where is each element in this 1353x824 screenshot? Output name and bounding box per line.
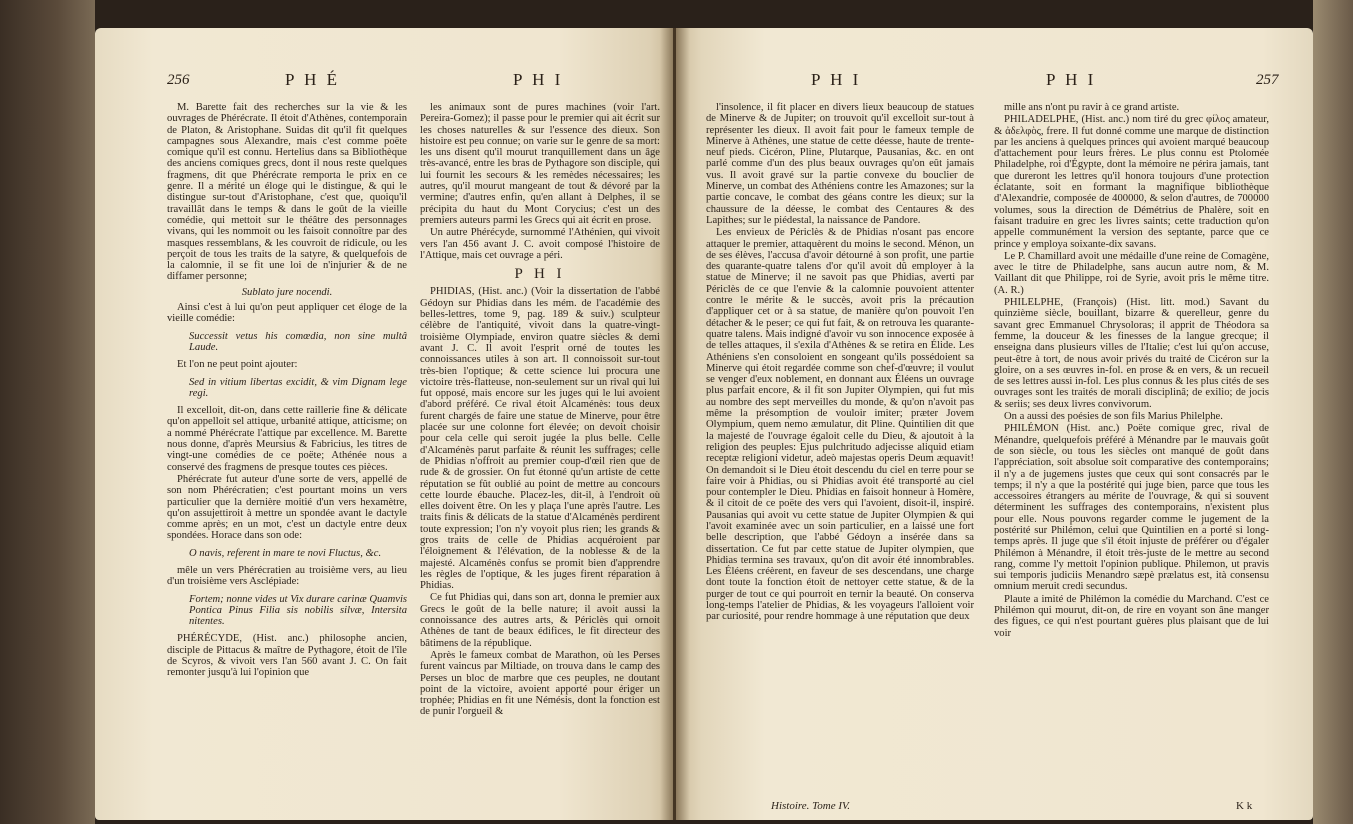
paragraph-chamillard: Le P. Chamillard avoit une médaille d'une reine de Comagène, avec le titre de Philadelphe, sans aucun autre nom, & M. Vaillant dit que Philippe, roi de Syrie, avoit pris le même titre. (A. R.) [994,250,1269,296]
paragraph-phidias: PHIDIAS, (Hist. anc.) (Voir la dissertation de l'abbé Gédoyn sur Phidias dans les mém. de l'académie des belles-lettres, tome 9, pag. 189 & suiv.) sculpteur célèbre de l'antiquité, vivoit dans la quatre-vingt-troisième Olympiade, environ quatre siècles & demi avant J. C. Il avoit l'esprit orné de toutes les connoissances utiles à son art. Il connoissoit sur-tout très-bien l'optique; & cette science lui procura une victoire très-flatteuse, non-seulement sur un rival qui lui fut opposé, mais encore sur les juges qui le lui avoient d'abord préféré. Ce rival étoit Alcaménès: tous deux furent chargés de faire une statue de Minerve, pour être placée sur une colonne fort élevée; on devoit choisir pour cela celle qui seroit jugée la plus belle. Celle d'Alcaménès parut parfaite & réunit les suffrages; celle de Phidias n'offroit au premier coup-d'œil rien que de rude & de grossier. On fut étonné qu'un artiste de cette réputation se fût oublié au point de mettre au concours cette lourde ébauche. Placez-les, dit-il, à l'endroit où elles doivent être. On les y plaça l'une après l'autre. Les traits finis & délicats de la statue d'Alcaménès perdirent toute expression; l'on n'y voyoit plus rien; les grands & gros traits de celle de Phidias acquéroient par l'éloignement & l'élévation, de la noblesse & de la majesté. Alcaménès confus se promit bien d'apprendre les règles de l'optique, & les juges firent réparation à Phidias. [420,286,660,592]
right-page-number: 257 [1256,72,1279,88]
paragraph-pherecyde: PHÉRÉCYDE, (Hist. anc.) philosophe ancien, disciple de Pittacus & maître de Pythagore, étoit de l'île de Scyros, & vivoit vers l'an 560 avant J. C. On fait remonter jusqu'à lui l'opinion que [167,633,407,679]
right-running-head-2: P H I [1046,70,1097,89]
left-running-head-1: P H É [285,70,340,89]
paragraph-philelphe: PHILELPHE, (François) (Hist. litt. mod.) Savant du quinzième siècle, bouillant, bizarre & querelleur, genre du savant grec Emmanuel Chrysoloras; il apprit de Théodora sa femme, la douceur & les finesses de la langue grecque; il enseigna dans plusieurs villes de l'Italie; c'est lui qu'on accuse, peut-être à tort, de nous avoir privés du traité de Cicéron sur la gloire, on a ses œuvres in-fol. en prose & en vers, & un recueil de ses lettres aussi in-fol. Les plus connus & les plus cités de ses ouvrages sont les traités de morali disciplinâ; de exilio; de jocis & seriis; ses deux livres convivorum. [994,297,1269,410]
paragraph-plaute: Plaute a imité de Philémon la comédie du Marchand. C'est ce Philémon qui mourut, dit-on, de rire en voyant son âne manger des figues, ce qui n'est pourtant guères plus plaisant que de lui voir [994,593,1269,639]
right-page [676,28,1313,820]
latin-quote-1: Sublato jure nocendi. [241,286,333,298]
paragraph-philadelphe: PHILADELPHE, (Hist. anc.) nom tiré du grec φίλος amateur, & ἀδελφὸς, frere. Il fut donné comme une marque de distinction par les anciens à quelques princes qui avoient marqué beaucoup d'attachement pour leurs frères. Le plus connu est Ptolomée Philadelphe, roi d'Égypte, dont la mémoire ne périra jamais, tant que dureront les lettres qu'il honora toujours d'une protection éclatante, soit en formant la magnifique bibliothèque d'Alexandrie, composée de 400000, & selon d'autres, de 700000 volumes, sous la direction de Démétrius de Phalère, soit en faisant traduire en grec les livres saints; cette traduction qu'on appelle communément la version des septante, parce que ce prince y employa soixante-dix savans. [994,114,1269,250]
book-gutter [660,28,690,820]
footer-catchword: K k [1236,800,1253,812]
footer-signature: Histoire. Tome IV. [771,800,851,812]
paragraph-eloge: Ainsi c'est à lui qu'on peut appliquer cet éloge de la vieille comédie: [167,302,407,325]
paragraph-phidias-gout: Ce fut Phidias qui, dans son art, donna le premier aux Grecs le goût de la belle nature; il avoit aussi la connoissance des autres arts, & Périclès qui ornoit Athènes de tant de beaux édifices, le fit directeur des bâtimens de la république. [420,592,660,649]
paragraph-marius-philelphe: On a aussi des poésies de son fils Marius Philelphe. [1004,411,1223,423]
paragraph-machines: les animaux sont de pures machines (voir l'art. Pereira-Gomez); il passe pour le premier qui ait écrit sur les choses naturelles & sur l'essence des dieux. Son histoire est peu connue; on varie sur le genre de sa mort: les uns disent qu'il mourut tranquillement dans un âge très-avancé, entre les bras de Pythagore son disciple, qui lui fournit les secours & les remèdes nécessaires; les autres, qu'il mourut mangeant de tout & dévoré par la vermine; d'autres enfin, qu'en allant à Delphes, il se précipita du haut du Mont Corycius; c'est un des premiers auteurs parmi les Grecs qui ait écrit en prose. [420,102,660,226]
paragraph-ajouter: Et l'on ne peut point ajouter: [177,359,298,371]
paragraph-vers-pherecratien: Phérécrate fut auteur d'une sorte de vers, appellé de son nom Phérécratien; c'est pourtant moins un vers particulier que la dernière moitié d'un vers hexamètre, qu'on assujettiroit à mettre un spondée avant le dactyle comme après; en un mot, c'est un dactyle entre deux spondées. Horace dans son ode: [167,473,407,542]
right-column-2 [994,102,1269,640]
paragraph-pherecyde-athenien: Un autre Phérécyde, surnommé l'Athénien, qui vivoit vers l'an 456 avant J. C. avoit composé l'histoire de l'Attique, mais cet ouvrage a péri. [420,227,660,261]
scan-background-left [0,0,95,824]
paragraph-artiste: mille ans n'ont pu ravir à ce grand artiste. [1004,102,1180,113]
right-column-1 [706,102,974,624]
section-heading-phi: P H I [514,266,566,283]
left-running-head-2: P H I [513,70,564,89]
left-page-number: 256 [167,72,190,88]
scan-background-right [1313,0,1353,824]
paragraph-atticisme: Il excelloit, dit-on, dans cette raillerie fine & délicate qu'on appelloit sel attique, urbanité attique, atticisme; on a nommé Phérécrate l'attique par excellence. M. Barette nous donne, d'après Meursius & Fabricius, les titres de vingt-une comédies de ce poëte; Athénée nous a conservé des fragmens de presque toutes ces pièces. [167,405,407,473]
paragraph-asclepiade: mêle un vers Phérécratien au troisième vers, au lieu d'un troisième vers Asclépiade: [167,564,407,588]
left-page [95,28,673,820]
latin-quote-3: Sed in vitium libertas excidit, & vim Dignam lege regi. [189,376,407,399]
left-column-1 [167,102,407,680]
left-column-2 [420,102,660,719]
latin-quote-2: Successit vetus his comœdia, non sine multâ Laude. [189,330,407,353]
right-running-head-1: P H I [811,70,862,89]
paragraph-envieux: Les envieux de Périclès & de Phidias n'osant pas encore attaquer le premier, attaquèrent du moins le second. Ménon, un de ses élèves, l'accusa d'avoir détourné à son profit, une partie des quarante-quatre talens d'or qu'il avoit dû employer à la statue de Minerve; il ne savoit pas que Phidias, averti par Périclès de ce que l'envie & la calomnie pouvoient attenter contre le mérite & le succès, avoit pris la précaution d'appliquer cet or à sa statue, de manière qu'on pouvoit l'en détacher & le peser; ce qui fut fait, & on retrouva les quarante-quatre talens. Mais indigné d'avoir vu son innocence exposée à de telles attaques, il s'exila d'Athènes & se retira en Élide. Les Athéniens s'en consoloient en songeant qu'ils possédoient sa Minerve qui étoit regardée comme son chef-d'œuvre; il voulut se venger d'eux noblement, en donnant aux Éléens un ouvrage plus parfait encore, & il fit son Jupiter Olympien, qui fut mis au nombre des sept merveilles du monde, & qu'on n'avoit pas même la présomption de vouloir imiter; præter Jovem Olympium, quem nemo æmulatur, dit Pline. Quintilien dit que la majesté de l'ouvrage égaloit celle du Dieu, & ajoutoit à la religion des peuples: Ejus pulchritudo adjecisse aliquid etiam receptæ religioni videtur, adeò majestas operis Deum æquavit! On demandoit si le Dieu étoit descendu du ciel en terre pour se faire voir à Phidias, ou si Phidias avoit été transporté au ciel pour contempler le Dieu. Phidias en faisoit honneur à Homère, & il citoit de ce poëte des vers qui l'avoient, disoit-il, inspiré. Pausanias qui avoit vu cette statue de Jupiter Olympien & qui l'avoit examinée avec un soin particulier, en a laissé une fort belle description, que l'abbé Gédoyn a insérée dans sa dissertation. Ce fut par cette statue de Jupiter olympien, que Phidias termina ses travaux, qu'on dit avoir été innombrables. Les Éléens créèrent, en faveur de ses descendans, une charge dont toute la fonction étoit de nettoyer cette statue, & de la purger de tout ce qui pourroit en ternir la beauté. On conserva long-temps l'atelier de Phidias, & les voyageurs l'alloient voir par curiosité, pour rendre hommage à une réputation que deux [706,227,974,623]
paragraph-pherecrate: M. Barette fait des recherches sur la vie & les ouvrages de Phérécrate. Il étoit d'Athènes, contemporain de Platon, & Aristophane. Suidas dit qu'il fit quelques campagnes sous Alexandre, mais c'est comme poëte comique qu'il est connu. Hertelius dans sa Bibliothèque des anciens comiques grecs, dont il nous reste quelques fragmens, dit que Phérécrate remporta le prix en ce genre. Il a mérité un éloge qui le distingue, & qui le distingue sur-tout d'Aristophane, c'est que, quoiqu'il travaillât dans le temps & dans le goût de la vieille comédie, qui mettoit sur le théâtre des personnages vivans, qui les nommoit ou les faisoit connoître par des masques ressemblans, & les couvroit de ridicule, ou les perçoit de tous les traits de la satyre, & quelquefois de la calomnie, il se fit une loi de n'injurier & de ne diffamer personne; [167,102,407,283]
paragraph-insolence: l'insolence, il fit placer en divers lieux beaucoup de statues de Minerve & de Jupiter; on trouvoit qu'il excelloit sur-tout à représenter les dieux. Il avoit fait pour le fameux temple de Minerve à Athènes, une statue de cette déesse, haute de trente-neuf pieds. Cicéron, Pline, Plutarque, Pausanias, &c. en ont parlé comme d'un des plus beaux ouvrages qu'on eût jamais vus. Il avoit gravé sur la partie convexe du bouclier de Minerve, un combat des Athéniens contre les Amazones; sur la partie concave, le combat des géans contre les dieux; sur la chaussure de la déesse, le combat des Centaures & des Lapithes; sur le piédestal, la naissance de Pandore. [706,102,974,226]
paragraph-philemon: PHILÉMON (Hist. anc.) Poëte comique grec, rival de Ménandre, quelquefois préféré à Ménandre par le mauvais goût de son siècle, ou tous les siècles ont manqué de goût dans l'appréciation, soit absolue soit comparative des contemporains; il n'y a de jugemens justes que ceux qui sont consacrés par le temps; il n'y a que la postérité qui juge bien, parce que tous les accessoires étrangers au mérite de l'ouvrage, & qui si souvent déterminent les suffrages des contemporains, n'existent plus pour elle. Nous pouvons regarder comme le jugement de la postérité sur Philémon, celui que Quintilien en a porté si long-temps après. Il juge que s'il étoit injuste de préférer ou d'égaler Philémon à Ménandre, il étoit très-juste de le mettre au second rang, comme l'y mettoit l'opinion publique. Philemon, ut pravis sui temporis judiciis Menandro sæpè prælatus est, ità consensu omnium meruit credi secundus. [994,423,1269,593]
latin-quote-4: O navis, referent in mare te novi Fluctus, &c. [189,547,382,559]
latin-quote-5: Fortem; nonne vides ut Vix durare carinæ Quamvis Pontica Pinus Filia sis nobilis silvæ, Intersita nitentes. [189,593,408,628]
paragraph-marathon: Après le fameux combat de Marathon, où les Perses furent vaincus par Miltiade, on trouva dans le camp des Perses un bloc de marbre que ces peuples, ne doutant point de la victoire, avoient apporté pour ériger un trophée; Phidias en fit une Némésis, dont la fonction est de punir l'orgueil & [420,649,660,718]
